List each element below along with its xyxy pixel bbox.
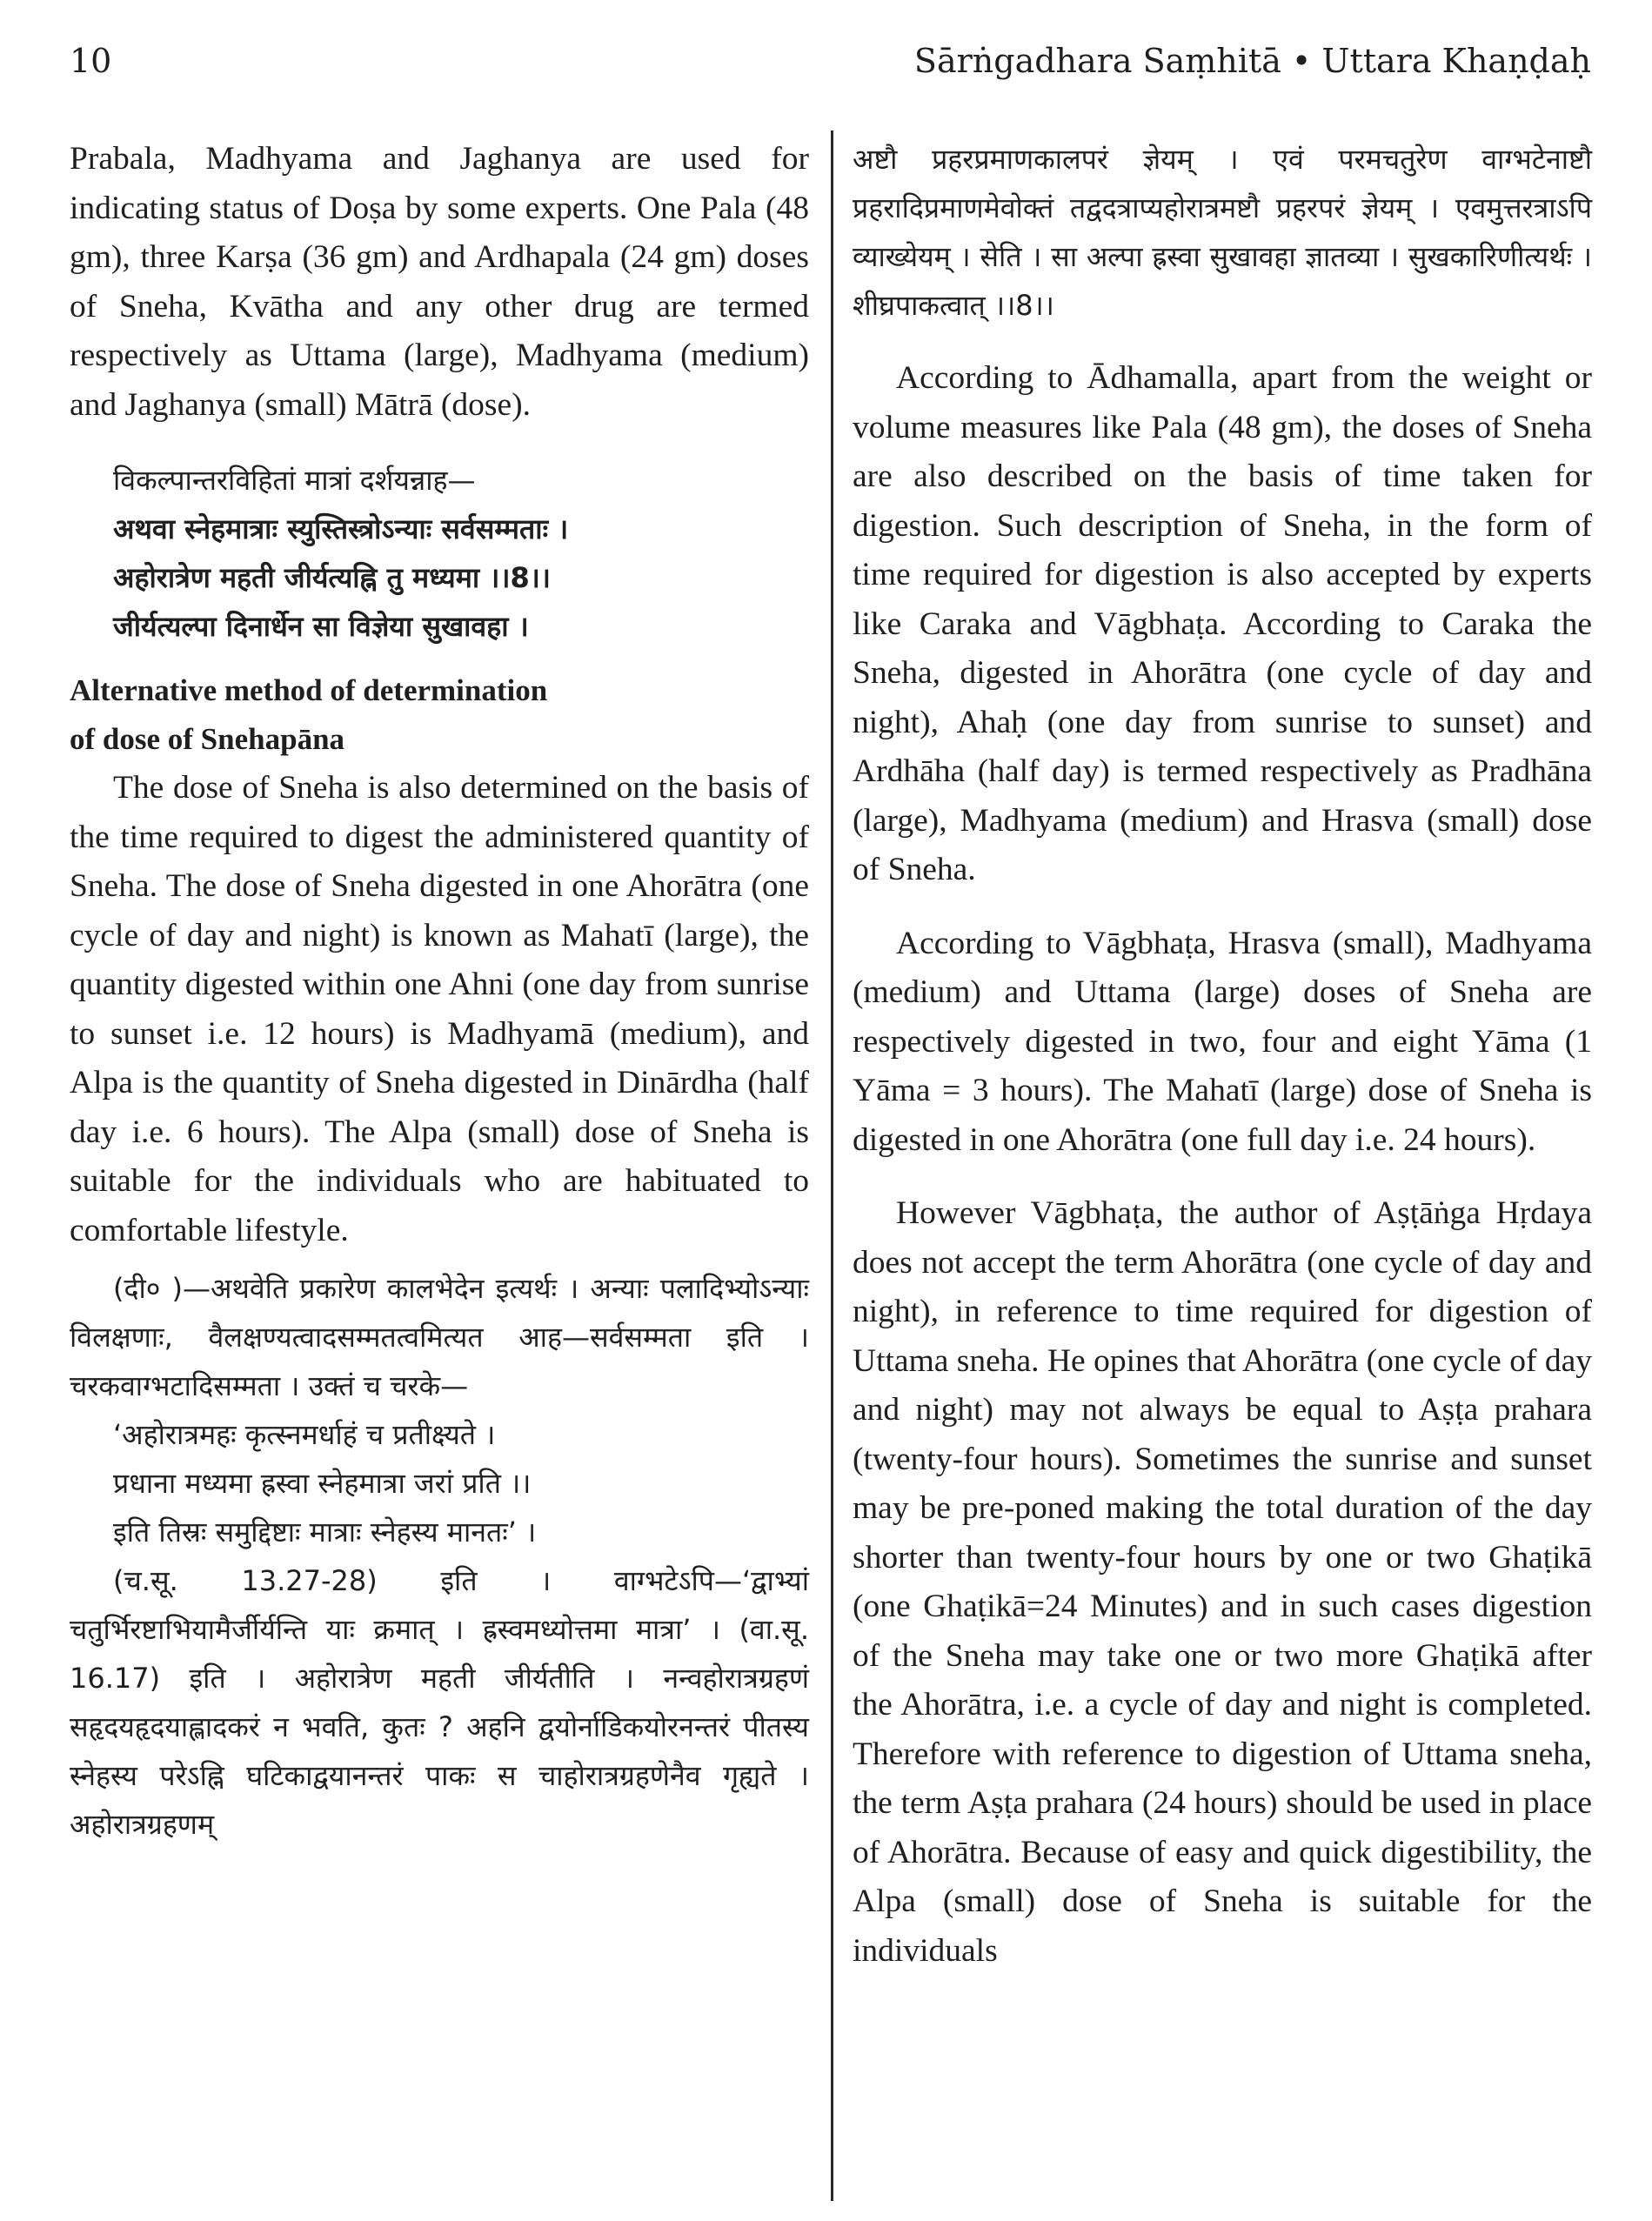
- sanskrit-quote: [70, 1410, 809, 1556]
- column-divider: [831, 130, 833, 2201]
- sanskrit-intro-line: विकल्पान्तरविहितां मात्रां दर्शयन्नाह—: [113, 464, 476, 497]
- quote-line: इति तिस्रः समुद्दिष्टाः मात्राः स्नेहस्य मानतः’ ।: [113, 1515, 537, 1549]
- section-heading: [70, 666, 809, 764]
- sanskrit-commentary: (दी० )—अथवेति प्रकारेण कालभेदेन इत्यर्थः । अन्याः पलादिभ्योऽन्याः विलक्षणाः, वैलक्षण्यत्वादसम्मतत्वमित्यत आह—सर्वसम्मता इति । चरकवाग्भटादिसम्मता । उक्तं च चरके—: [70, 1272, 809, 1402]
- left-column: [70, 135, 809, 2186]
- paragraph-time-dose: The dose of Sneha is also determined on the basis of the time required to digest the administered quantity of Sneha. The dose of Sneha digested in one Ahorātra (one cycle of day and night) is known as Mahatī (large), the quantity digested within one Ahni (one day from sunrise to sunset i.e. 12 hours) is Madhyamā (medium), and Alpa is the quantity of Sneha digested in Dinārdha (half day i.e. 6 hours). The Alpa (small) dose of Sneha is suitable for the individuals who are habituated to comfortable lifestyle.: [70, 770, 809, 1248]
- sanskrit-commentary-continued: (च.सू. 13.27-28) इति । वाग्भटेऽपि—‘द्वाभ्यां चतुर्भिरष्टाभियामैर्जीर्यन्ति याः क्रमात् । ह्रस्वमध्योत्तमा मात्रा’ । (वा.सू. 16.17) इति । अहोरात्रेण महती जीर्यतीति । नन्वहोरात्रग्रहणं सहृदयहृदयाह्लादकरं न भवति, कुतः ? अहनि द्वयोर्नाडिकयोरनन्तरं पीतस्य स्नेहस्य परेऽह्नि घटिकाद्वयानन्तरं पाकः स चाहोरात्रग्रहणेनैव गृह्यते । अहोरात्रग्रहणम्: [70, 1564, 809, 1841]
- paragraph-ahoratra: However Vāgbhaṭa, the author of Aṣṭāṅga Hṛdaya does not accept the term Ahorātra (one cycle of day and night), in reference to time required for digestion of Uttama sneha. He opines that Ahorātra (one cycle of day and night) may not always be equal to Aṣṭa prahara (twenty-four hours). Sometimes the sunrise and sunset may be pre-poned making the total duration of the day shorter than twenty-four hours by one or two Ghaṭikā (one Ghaṭikā=24 Minutes) and in such cases digestion of the Sneha may take one or two more Ghaṭikā after the Ahorātra, i.e. a cycle of day and night is completed. Therefore with reference to digestion of Uttama sneha, the term Aṣṭa prahara (24 hours) should be used in place of Ahorātra. Because of easy and quick digestibility, the Alpa (small) dose of Sneha is suitable for the individuals: [853, 1195, 1592, 1969]
- paragraph-vagbhata: According to Vāgbhaṭa, Hrasva (small), Madhyama (medium) and Uttama (large) doses of Sneha are respectively digested in two, four and eight Yāma (1 Yāma = 3 hours). The Mahatī (large) dose of Sneha is digested in one Ahorātra (one full day i.e. 24 hours).: [853, 925, 1592, 1158]
- quote-line: ‘अहोरात्रमहः कृत्स्नमर्धाहं च प्रतीक्ष्यते ।: [113, 1418, 496, 1451]
- heading-line: of dose of Snehapāna: [70, 722, 345, 756]
- page-header: [70, 35, 1591, 96]
- quote-line: प्रधाना मध्यमा ह्रस्वा स्नेहमात्रा जरां प्रति ।।: [113, 1467, 532, 1500]
- running-title: Sārṅgadhara Saṃhitā • Uttara Khaṇḍaḥ: [913, 42, 1591, 80]
- right-column: [853, 135, 1592, 2186]
- sanskrit-verse: [70, 505, 809, 651]
- paragraph-adhamalla: According to Ādhamalla, apart from the weight or volume measures like Pala (48 gm), the doses of Sneha are also described on the basis of time taken for digestion. Such description of Sneha, in the form of time required for digestion is also accepted by experts like Caraka and Vāgbhaṭa. According to Caraka the Sneha, digested in Ahorātra (one cycle of day and night), Ahaḥ (one day from sunrise to sunset) and Ardhāha (half day) is termed respectively as Pradhāna (large), Madhyama (medium) and Hrasva (small) dose of Sneha.: [853, 360, 1592, 887]
- page-number: 10: [70, 42, 112, 80]
- paragraph-dose-terms: Prabala, Madhyama and Jaghanya are used for indicating status of Doṣa by some experts. One Pala (48 gm), three Karṣa (36 gm) and Ardhapala (24 gm) doses of Sneha, Kvātha and any other drug are termed respectively as Uttama (large), Madhyama (medium) and Jaghanya (small) Mātrā (dose).: [70, 141, 809, 423]
- heading-line: Alternative method of determination: [70, 673, 548, 707]
- verse-line: अहोरात्रेण महती जीर्यत्यह्नि तु मध्यमा ।।8।।: [113, 561, 552, 594]
- sanskrit-commentary-end: अष्टौ प्रहरप्रमाणकालपरं ज्ञेयम् । एवं परमचतुरेण वाग्भटेनाष्टौ प्रहरादिप्रमाणमेवोक्तं तद्वदत्राप्यहोरात्रमष्टौ प्रहरपरं ज्ञेयम् । एवमुत्तरत्राऽपि व्याख्येयम् । सेति । सा अल्पा ह्रस्वा सुखावहा ज्ञातव्या । सुखकारिणीत्यर्थः । शीघ्रपाकत्वात् ।।8।।: [853, 143, 1592, 322]
- verse-line: अथवा स्नेहमात्राः स्युस्तिस्त्रोऽन्याः सर्वसम्मताः ।: [113, 512, 569, 545]
- verse-line: जीर्यत्यल्पा दिनार्धेन सा विज्ञेया सुखावहा ।: [113, 610, 529, 643]
